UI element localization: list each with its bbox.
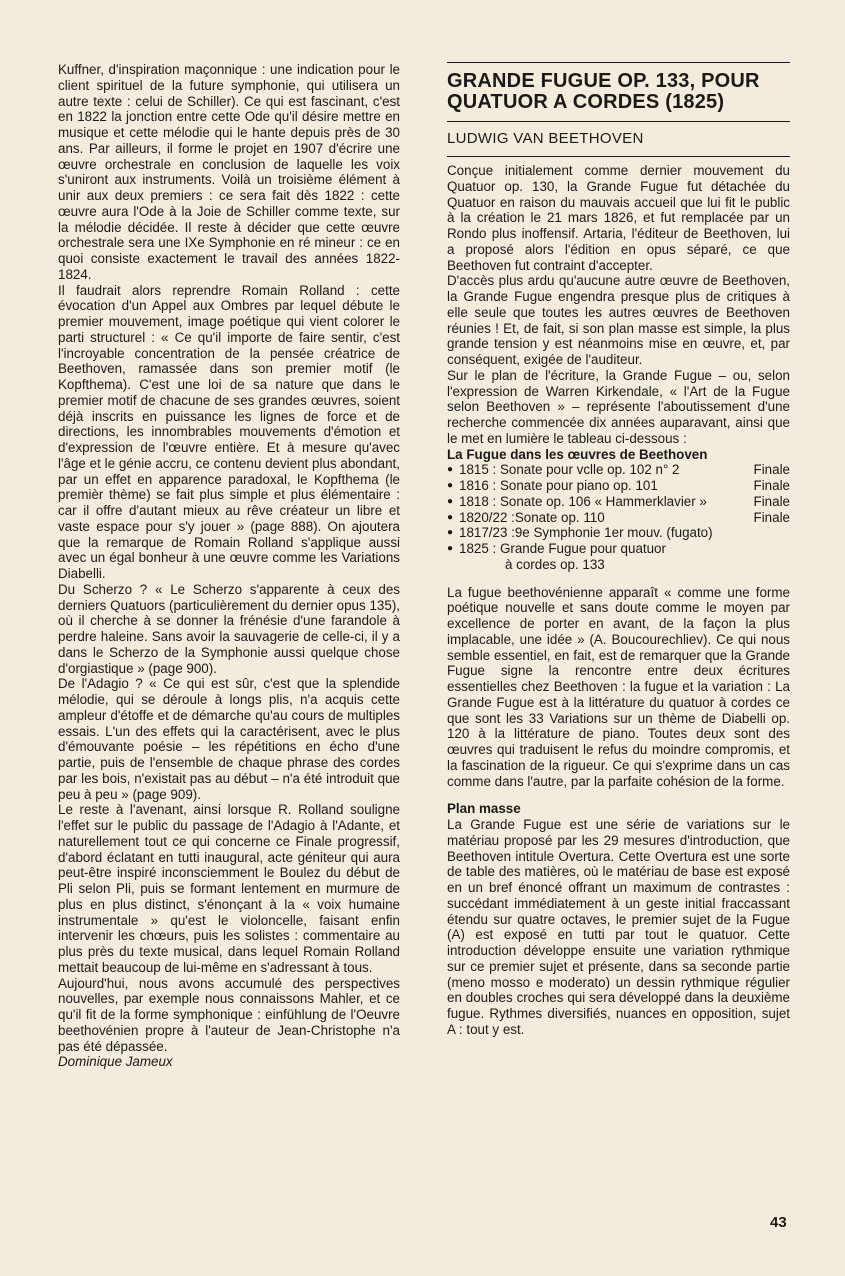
- intro-paragraph: Sur le plan de l'écriture, la Grande Fugue – ou, selon l'expression de Warren Kirkendale, « l'Art de la Fugue selon Beethoven » – représente l'aboutissement d'une recherche commencée dix années auparavant, ainsi que le met en lumière le tableau ci-dessous :: [447, 367, 790, 446]
- bullet-icon: ●: [447, 495, 454, 507]
- list-item: ● 1817/23 :9e Symphonie 1er mouv. (fugato): [447, 525, 713, 541]
- list-item: ● 1815 : Sonate pour vclle op. 102 n° 2 Finale: [447, 462, 790, 478]
- bullet-icon: ●: [447, 543, 454, 554]
- left-column: [58, 62, 400, 1070]
- analysis-paragraph: La fugue beethovénienne apparaît « comme une forme poétique nouvelle et sans doute comme le moyen par excellence de porter en avant, de la façon la plus implacable, une idée » (A. Boucourechliev). Ce qui nous semble essentiel, en fait, est de remarquer que la Grande Fugue signe la rencontre entre deux écritures essentielles chez Beethoven : la fugue et la variation : La Grande Fugue est à la littérature du quatuor à cordes ce que sont les 33 Variations sur un thème de Diabelli op. 120 à la littérature de piano. Toutes deux sont des œuvres qui traduisent le refus du moindre compromis, et la fascination de la rigueur. Ce qui s'exprime dans un cas comme dans l'autre, par la parfaite cohésion de la forme.: [447, 584, 790, 789]
- top-rule: [447, 62, 790, 63]
- list-item: ● 1818 : Sonate op. 106 « Hammerklavier » Finale: [447, 493, 790, 509]
- author-signature: Dominique Jameux: [58, 1054, 173, 1070]
- works-heading: La Fugue dans les œuvres de Beethoven: [447, 446, 708, 462]
- list-item: ● 1825 : Grande Fugue pour quatuor: [447, 541, 666, 556]
- body-paragraph: De l'Adagio ? « Ce qui est sûr, c'est que la splendide mélodie, qui se déroule à longs plis, n'a acquis cette ampleur d'étoffe et de démarche qu'au cours de multiples essais. L'un des effets qui la caractérisent, avec le plus d'émouvante poésie – les répétitions en écho d'une partie, puis de l'ensemble de chaque phrase des cordes par les bois, n'existait pas au début – n'a été introduit que peu à peu » (page 909).: [58, 676, 400, 802]
- works-list: [447, 462, 790, 572]
- composer-rule: [447, 156, 790, 157]
- list-item-continuation: à cordes op. 133: [505, 556, 605, 572]
- title-rule: [447, 121, 790, 122]
- bullet-icon: ●: [447, 511, 454, 523]
- right-column: [447, 62, 790, 1038]
- body-paragraph: Aujourd'hui, nous avons accumulé des perspectives nouvelles, par exemple nous connaissons Mahler, et ce qu'il fit de la forme symphonique : einfühlung de l'Oeuvre beethovénien propre à l'auteur de Jean-Christophe n'a pas été dépassée.: [58, 975, 400, 1054]
- page-number: 43: [770, 1214, 787, 1231]
- list-item: ● 1820/22 :Sonate op. 110 Finale: [447, 509, 790, 525]
- article-title: GRANDE FUGUE OP. 133, POUR QUATUOR A CORDES (1825): [447, 70, 760, 113]
- intro-paragraph: D'accès plus ardu qu'aucune autre œuvre de Beethoven, la Grande Fugue engendra presque plus de critiques à elle seule que toutes les autres œuvres de Beethoven réunies ! Et, de fait, si son plan masse est simple, la plus grande tension y est néanmoins mise en œuvre, et, par conséquent, exigée de l'auditeur.: [447, 273, 790, 367]
- bullet-icon: ●: [447, 527, 454, 539]
- plan-heading: Plan masse: [447, 801, 521, 817]
- intro-paragraph: Conçue initialement comme dernier mouvement du Quatuor op. 130, la Grande Fugue fut détachée du Quatuor en raison du mauvais accueil que lui fit le public à la création le 21 mars 1826, et fut remplacée par un Rondo plus inoffensif. Artaria, l'éditeur de Beethoven, lui a proposé alors l'édition en opus séparé, ce que Beethoven fut contraint d'accepter.: [447, 163, 790, 273]
- body-paragraph: Il faudrait alors reprendre Romain Rolland : cette évocation d'un Appel aux Ombres par lequel débute le premier mouvement, image poétique qui vient colorer le parti structurel : « Ce qu'il importe de faire sentir, c'est l'incroyable concentration de la pensée créatrice de Beethoven, ramassée dans son premier motif (le Kopfthema). C'est une loi de sa nature que dans le premier motif de chacune de ses grandes œuvres, soient déjà inscrits en puissance les lignes de force et de directions, les innombrables mouvements d'émotion et d'expression de l'œuvre entière. Et à mesure qu'avec l'âge et le génie accru, ce contenu devient plus abondant, par un effet en apparence paradoxal, le Kopfthema (le premièr thème) se fait plus simple et plus élémentaire : car il offre d'autant mieux au rêve créateur un libre et vaste espace pour s'y jouer » (page 888). On ajoutera que la remarque de Romain Rolland s'applique aussi avec un égal bonheur à une œuvre comme les Variations Diabelli.: [58, 282, 400, 581]
- plan-paragraph: La Grande Fugue est une série de variations sur le matériau proposé par les 29 mesures d'introduction, que Beethoven intitule Overtura. Cette Overtura est une sorte de table des matières, où le matériau de base est exposé en un bref énoncé offrant un maximum de contrastes : succédant immédiatement à un geste initial fraccassant étendu sur quatre octaves, le premier sujet de la Fugue (A) est exposé en tutti par tout le quatuor. Cette introduction développe ensuite une variation rythmique sur ce premier sujet et présente, dans sa seconde partie (meno mosso e moderato) un dessin rythmique régulier en doubles croches qui sera développé dans la deuxième fugue. Rythmes diversifiés, nuances en opposition, sujet A : tout y est.: [447, 817, 790, 1037]
- bullet-icon: ●: [447, 464, 454, 476]
- body-paragraph: Kuffner, d'inspiration maçonnique : une indication pour le client spirituel de la future symphonie, qui utilisera un autre texte : celui de Schiller). Ce qui est fascinant, c'est en 1822 la jonction entre cette Ode qu'il désire mettre en musique et cette mélodie qui le hante depuis près de 30 ans. Par ailleurs, il forme le projet en 1907 d'écrire une œuvre orchestrale en conclusion de laquelle les voix s'uniront aux instruments. Voilà un troisième élément à unir aux deux premiers : ce sera fait dès 1822 : cette œuvre aura l'Ode à la Joie de Schiller comme texte, sur la mélodie décidée. Il reste à décider que cette œuvre orchestrale sera une IXe Symphonie en ré mineur : ce en quoi consiste exactement le travail des années 1822-1824.: [58, 62, 400, 282]
- body-paragraph: Du Scherzo ? « Le Scherzo s'apparente à ceux des derniers Quatuors (particulièrement du dernier opus 135), où il cherche à se donner la frénésie d'une farandole à perdre haleine. Sans avoir la sauvagerie de celle-ci, il y a dans le Scherzo de la Symphonie aussi quelque chose d'orgiastique » (page 900).: [58, 581, 400, 676]
- bullet-icon: ●: [447, 480, 454, 491]
- composer-name: LUDWIG VAN BEETHOVEN: [447, 130, 644, 147]
- body-paragraph: Le reste à l'avenant, ainsi lorsque R. Rolland souligne l'effet sur le public du passage de l'Adagio à l'Adante, et naturellement tout ce qui concerne ce Finale progressif, d'abord éclatant en tutti inaugural, acte géniteur qui aura peut-être inspiré inconsciemment le Boulez du début de Pli selon Pli, puis se formant lentement en murmure de plus en plus distinct, s'énonçant à la « voix humaine instrumentale » qu'est le violoncelle, faisant enfin intervenir les chœurs, puis les solistes : commentaire au plus près du texte musical, dans lequel Romain Rolland mettait beaucoup de lui-même en s'adressant à tous.: [58, 802, 400, 975]
- list-item: ● 1816 : Sonate pour piano op. 101 Finale: [447, 478, 790, 493]
